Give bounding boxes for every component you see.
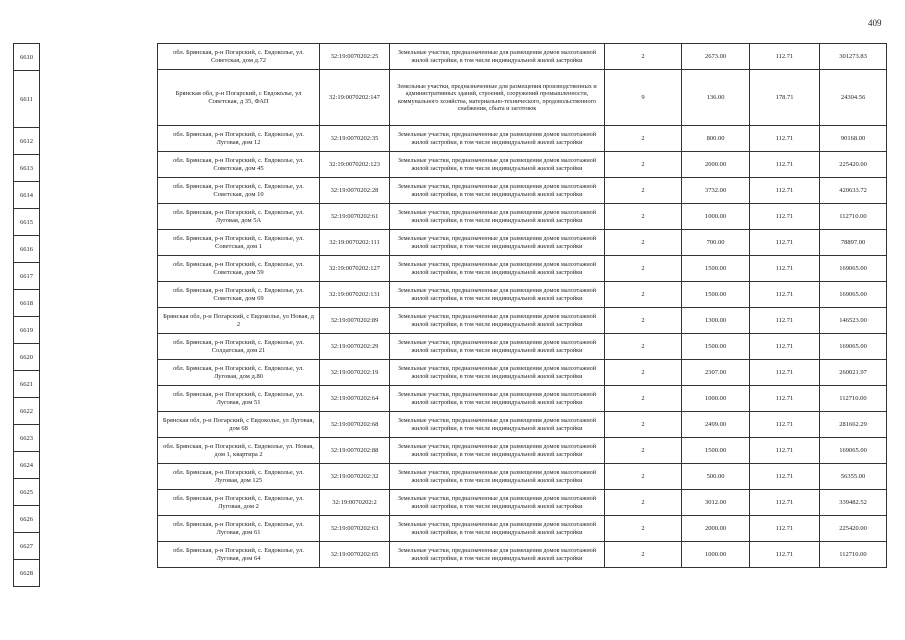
row-number-row: [14, 182, 40, 209]
group-number-cell: 2: [605, 126, 682, 152]
group-number-cell: 2: [605, 412, 682, 438]
land-use-cell: Земельные участки, предназначенные для размещения домов малоэтажной жилой застройки, в том числе индивидуальной жилой застройки: [390, 516, 605, 542]
row-number-cell: 6617: [14, 263, 40, 290]
cadastral-number-cell: 32:19:0070202:25: [320, 44, 390, 70]
land-use-cell: Земельные участки, предназначенные для размещения домов малоэтажной жилой застройки, в том числе индивидуальной жилой застройки: [390, 204, 605, 230]
table-row: [158, 542, 887, 568]
address-cell: обл. Брянская, р-н Погарский, с. Евдоколье, ул. Луговая, дом 61: [158, 516, 320, 542]
land-use-cell: Земельные участки, предназначенные для размещения домов малоэтажной жилой застройки, в том числе индивидуальной жилой застройки: [390, 126, 605, 152]
land-use-cell: Земельные участки, предназначенные для размещения домов малоэтажной жилой застройки, в том числе индивидуальной жилой застройки: [390, 152, 605, 178]
row-number-row: [14, 452, 40, 479]
land-use-cell: Земельные участки, предназначенные для размещения домов малоэтажной жилой застройки, в том числе индивидуальной жилой застройки: [390, 308, 605, 334]
page-number: 409: [868, 18, 882, 28]
group-number-cell: 2: [605, 386, 682, 412]
cadastral-value-cell: 146523.00: [820, 308, 887, 334]
address-cell: обл. Брянская, р-н Погарский, с. Евдоколье, ул. Советская, дом 45: [158, 152, 320, 178]
land-use-cell: Земельные участки, предназначенные для размещения домов малоэтажной жилой застройки, в том числе индивидуальной жилой застройки: [390, 360, 605, 386]
cadastral-number-cell: 32:19:0070202:147: [320, 70, 390, 126]
rate-cell: 112.71: [750, 464, 820, 490]
cadastral-value-cell: 225420.00: [820, 516, 887, 542]
row-number-cell: 6612: [14, 128, 40, 155]
address-cell: обл. Брянская, р-н Погарский, с. Евдоколье, ул. Луговая, дом 51: [158, 386, 320, 412]
table-row: [158, 438, 887, 464]
area-cell: 1500.00: [682, 334, 750, 360]
cadastral-number-cell: 32:19:0070202:64: [320, 386, 390, 412]
address-cell: обл. Брянская, р-н Погарский, с. Евдоколье, ул. Луговая, дом 125: [158, 464, 320, 490]
rate-cell: 112.71: [750, 126, 820, 152]
rate-cell: 112.71: [750, 542, 820, 568]
rate-cell: 112.71: [750, 282, 820, 308]
cadastral-number-cell: 32:19:0070202:19: [320, 360, 390, 386]
land-use-cell: Земельные участки, предназначенные для размещения домов малоэтажной жилой застройки, в том числе индивидуальной жилой застройки: [390, 282, 605, 308]
rate-cell: 112.71: [750, 516, 820, 542]
table-row: [158, 360, 887, 386]
cadastral-number-cell: 32:19:0070202:28: [320, 178, 390, 204]
row-number-cell: 6623: [14, 425, 40, 452]
land-use-cell: Земельные участки, предназначенные для размещения домов малоэтажной жилой застройки, в том числе индивидуальной жилой застройки: [390, 464, 605, 490]
group-number-cell: 2: [605, 334, 682, 360]
group-number-cell: 2: [605, 360, 682, 386]
cadastral-number-cell: 32:19:0070202:65: [320, 542, 390, 568]
cadastral-value-cell: 225420.00: [820, 152, 887, 178]
area-cell: 1500.00: [682, 438, 750, 464]
cadastral-number-cell: 32:19:0070202:32: [320, 464, 390, 490]
row-number-cell: 6615: [14, 209, 40, 236]
row-number-row: [14, 128, 40, 155]
cadastral-number-cell: 32:19:0070202:89: [320, 308, 390, 334]
row-number-cell: 6627: [14, 533, 40, 560]
row-number-cell: 6624: [14, 452, 40, 479]
area-cell: 2673.00: [682, 44, 750, 70]
land-use-cell: Земельные участки, предназначенные для размещения домов малоэтажной жилой застройки, в том числе индивидуальной жилой застройки: [390, 412, 605, 438]
cadastral-value-cell: 112710.00: [820, 542, 887, 568]
group-number-cell: 2: [605, 308, 682, 334]
row-number-cell: 6614: [14, 182, 40, 209]
row-number-row: [14, 263, 40, 290]
cadastral-number-cell: 32:19:0070202:61: [320, 204, 390, 230]
area-cell: 500.00: [682, 464, 750, 490]
rate-cell: 112.71: [750, 334, 820, 360]
area-cell: 800.00: [682, 126, 750, 152]
cadastral-value-cell: 301273.83: [820, 44, 887, 70]
row-number-cell: 6622: [14, 398, 40, 425]
group-number-cell: 2: [605, 282, 682, 308]
row-number-cell: 6618: [14, 290, 40, 317]
address-cell: Брянская обл, р-н Погарский, с Евдоколье, ул Луговая, дом 68: [158, 412, 320, 438]
row-number-cell: 6621: [14, 371, 40, 398]
row-number-cell: 6625: [14, 479, 40, 506]
table-row: [158, 152, 887, 178]
cadastral-value-cell: 169065.00: [820, 334, 887, 360]
group-number-cell: 9: [605, 70, 682, 126]
cadastral-number-cell: 32:19:0070202:88: [320, 438, 390, 464]
area-cell: 3732.00: [682, 178, 750, 204]
land-use-cell: Земельные участки, предназначенные для размещения домов малоэтажной жилой застройки, в том числе индивидуальной жилой застройки: [390, 230, 605, 256]
address-cell: обл. Брянская, р-н Погарский, с. Евдоколье, ул. Советская, дом 10: [158, 178, 320, 204]
cadastral-value-cell: 260021.97: [820, 360, 887, 386]
group-number-cell: 2: [605, 178, 682, 204]
area-cell: 1500.00: [682, 256, 750, 282]
cadastral-value-cell: 169065.00: [820, 282, 887, 308]
row-number-row: [14, 479, 40, 506]
rate-cell: 112.71: [750, 204, 820, 230]
cadastral-value-cell: 420633.72: [820, 178, 887, 204]
table-row: [158, 44, 887, 70]
address-cell: обл. Брянская, р-н Погарский, с. Евдоколье, ул. Советская, дом д.72: [158, 44, 320, 70]
group-number-cell: 2: [605, 542, 682, 568]
address-cell: обл. Брянская, р-н Погарский, с. Евдоколье, ул. Новая, дом 1, квартира 2: [158, 438, 320, 464]
row-number-row: [14, 209, 40, 236]
cadastral-value-cell: 90168.00: [820, 126, 887, 152]
area-cell: 1000.00: [682, 542, 750, 568]
cadastral-value-cell: 281662.29: [820, 412, 887, 438]
row-number-row: [14, 290, 40, 317]
cadastral-number-cell: 32:19:0070202:111: [320, 230, 390, 256]
land-use-cell: Земельные участки, предназначенные для размещения домов малоэтажной жилой застройки, в том числе индивидуальной жилой застройки: [390, 386, 605, 412]
table-row: [158, 282, 887, 308]
rate-cell: 112.71: [750, 360, 820, 386]
row-number-row: [14, 71, 40, 128]
cadastral-value-cell: 56355.00: [820, 464, 887, 490]
row-number-row: [14, 317, 40, 344]
table-row: [158, 464, 887, 490]
land-use-cell: Земельные участки, предназначенные для размещения домов малоэтажной жилой застройки, в том числе индивидуальной жилой застройки: [390, 490, 605, 516]
land-parcels-table: [157, 43, 887, 568]
area-cell: 2307.00: [682, 360, 750, 386]
area-cell: 1500.00: [682, 282, 750, 308]
rate-cell: 112.71: [750, 178, 820, 204]
rate-cell: 112.71: [750, 308, 820, 334]
rate-cell: 112.71: [750, 490, 820, 516]
address-cell: обл. Брянская, р-н Погарский, с. Евдоколье, ул. Луговая, дом 12: [158, 126, 320, 152]
land-use-cell: Земельные участки, предназначенные для размещения производственных и административных зданий, строений, сооружений промышленности, коммунального хозяйства, материально-технического, продовольственного снабжения, сбыта и заготовок: [390, 70, 605, 126]
row-number-cell: 6626: [14, 506, 40, 533]
group-number-cell: 2: [605, 152, 682, 178]
table-row: [158, 178, 887, 204]
cadastral-number-cell: 32:19:0070202:123: [320, 152, 390, 178]
cadastral-number-cell: 32:19:0070202:29: [320, 334, 390, 360]
address-cell: обл. Брянская, р-н Погарский, с. Евдоколье, ул. Луговая, дом 5А: [158, 204, 320, 230]
address-cell: обл. Брянская, р-н Погарский, с. Евдоколье, ул. Советская, дом 69: [158, 282, 320, 308]
address-cell: обл. Брянская, р-н Погарский, с. Евдоколье, ул. Луговая, дом д.80: [158, 360, 320, 386]
cadastral-value-cell: 169065.00: [820, 438, 887, 464]
table-row: [158, 516, 887, 542]
row-number-cell: 6611: [14, 71, 40, 128]
rate-cell: 112.71: [750, 386, 820, 412]
land-use-cell: Земельные участки, предназначенные для размещения домов малоэтажной жилой застройки, в том числе индивидуальной жилой застройки: [390, 438, 605, 464]
row-number-row: [14, 533, 40, 560]
table-row: [158, 126, 887, 152]
row-number-row: [14, 425, 40, 452]
area-cell: 1300.00: [682, 308, 750, 334]
row-number-cell: 6610: [14, 44, 40, 71]
cadastral-value-cell: 78897.00: [820, 230, 887, 256]
area-cell: 1000.00: [682, 386, 750, 412]
area-cell: 1000.00: [682, 204, 750, 230]
cadastral-value-cell: 169065.00: [820, 256, 887, 282]
address-cell: обл. Брянская, р-н Погарский, с. Евдоколье, ул. Солдатская, дом 21: [158, 334, 320, 360]
cadastral-value-cell: 112710.00: [820, 204, 887, 230]
group-number-cell: 2: [605, 44, 682, 70]
table-row: [158, 308, 887, 334]
rate-cell: 112.71: [750, 230, 820, 256]
cadastral-number-cell: 32:19:0070202:127: [320, 256, 390, 282]
address-cell: обл. Брянская, р-н Погарский, с. Евдоколье, ул. Советская, дом 1: [158, 230, 320, 256]
address-cell: Брянская обл, р-н Погарский, с Евдоколье, ул Новая, д 2: [158, 308, 320, 334]
address-cell: обл. Брянская, р-н Погарский, с. Евдоколье, ул. Советская, дом 59: [158, 256, 320, 282]
cadastral-number-cell: 32:19:0070202:63: [320, 516, 390, 542]
group-number-cell: 2: [605, 464, 682, 490]
cadastral-number-cell: 32:19:0070202:131: [320, 282, 390, 308]
cadastral-number-cell: 32:19:0070202:68: [320, 412, 390, 438]
land-use-cell: Земельные участки, предназначенные для размещения домов малоэтажной жилой застройки, в том числе индивидуальной жилой застройки: [390, 44, 605, 70]
rate-cell: 112.71: [750, 152, 820, 178]
group-number-cell: 2: [605, 490, 682, 516]
table-row: [158, 386, 887, 412]
area-cell: 2000.00: [682, 516, 750, 542]
group-number-cell: 2: [605, 204, 682, 230]
group-number-cell: 2: [605, 516, 682, 542]
table-row: [158, 490, 887, 516]
cadastral-number-cell: 32:19:0070202:35: [320, 126, 390, 152]
area-cell: 3012.00: [682, 490, 750, 516]
row-number-row: [14, 344, 40, 371]
rate-cell: 112.71: [750, 412, 820, 438]
group-number-cell: 2: [605, 230, 682, 256]
area-cell: 700.00: [682, 230, 750, 256]
rate-cell: 112.71: [750, 44, 820, 70]
table-row: [158, 204, 887, 230]
table-row: [158, 256, 887, 282]
land-use-cell: Земельные участки, предназначенные для размещения домов малоэтажной жилой застройки, в том числе индивидуальной жилой застройки: [390, 256, 605, 282]
land-use-cell: Земельные участки, предназначенные для размещения домов малоэтажной жилой застройки, в том числе индивидуальной жилой застройки: [390, 178, 605, 204]
address-cell: обл. Брянская, р-н Погарский, с. Евдоколье, ул. Луговая, дом 2: [158, 490, 320, 516]
group-number-cell: 2: [605, 256, 682, 282]
address-cell: Брянская обл, р-н Погарский, с Евдоколье, ул Советская, д 35, ФАП: [158, 70, 320, 126]
row-number-cell: 6616: [14, 236, 40, 263]
cadastral-value-cell: 24304.56: [820, 70, 887, 126]
row-number-row: [14, 506, 40, 533]
rate-cell: 112.71: [750, 438, 820, 464]
table-row: [158, 334, 887, 360]
row-number-cell: 6628: [14, 560, 40, 587]
row-number-cell: 6613: [14, 155, 40, 182]
land-use-cell: Земельные участки, предназначенные для размещения домов малоэтажной жилой застройки, в том числе индивидуальной жилой застройки: [390, 542, 605, 568]
table-row: [158, 230, 887, 256]
row-number-cell: 6619: [14, 317, 40, 344]
table-row: [158, 70, 887, 126]
address-cell: обл. Брянская, р-н Погарский, с. Евдоколье, ул. Луговая, дом 64: [158, 542, 320, 568]
row-number-column: [13, 43, 40, 587]
row-number-cell: 6620: [14, 344, 40, 371]
table-row: [158, 412, 887, 438]
row-number-row: [14, 371, 40, 398]
area-cell: 2000.00: [682, 152, 750, 178]
rate-cell: 112.71: [750, 256, 820, 282]
row-number-row: [14, 44, 40, 71]
cadastral-value-cell: 339482.52: [820, 490, 887, 516]
row-number-row: [14, 560, 40, 587]
land-use-cell: Земельные участки, предназначенные для размещения домов малоэтажной жилой застройки, в том числе индивидуальной жилой застройки: [390, 334, 605, 360]
area-cell: 2499.00: [682, 412, 750, 438]
rate-cell: 178.71: [750, 70, 820, 126]
area-cell: 136.00: [682, 70, 750, 126]
cadastral-number-cell: 32:19:0070202:2: [320, 490, 390, 516]
cadastral-value-cell: 112710.00: [820, 386, 887, 412]
row-number-row: [14, 155, 40, 182]
group-number-cell: 2: [605, 438, 682, 464]
row-number-row: [14, 398, 40, 425]
row-number-row: [14, 236, 40, 263]
